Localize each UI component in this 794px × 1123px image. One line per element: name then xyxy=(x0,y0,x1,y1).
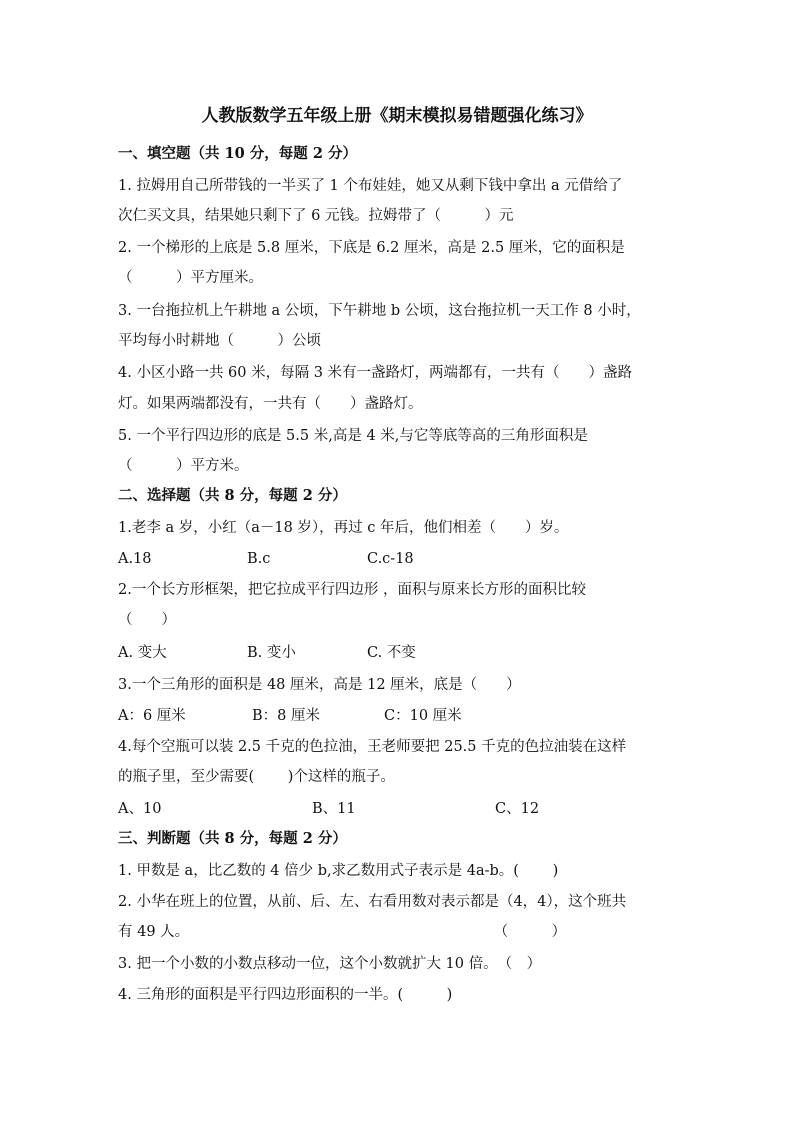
question-line: 的瓶子里，至少需要( )个这样的瓶子。 xyxy=(118,769,395,785)
question-line: 2.一个长方形框架，把它拉成平行四边形 ，面积与原来长方形的面积比较 xyxy=(118,582,586,598)
question-line: （ ）平方厘米。 xyxy=(118,270,263,286)
question-line: 4. 小区小路一共 60 米，每隔 3 米有一盏路灯，两端都有，一共有（ ）盏路 xyxy=(118,365,633,381)
option-a: A.18 xyxy=(118,551,152,567)
option-a: A：6 厘米 xyxy=(118,708,186,724)
question-line: 5. 一个平行四边形的底是 5.5 米,高是 4 米,与它等底等高的三角形面积是 xyxy=(118,428,588,444)
question-line: 3. 把一个小数的小数点移动一位，这个小数就扩大 10 倍。 （ ） xyxy=(118,956,542,972)
question-line: 1. 甲数是 a，比乙数的 4 倍少 b,求乙数用式子表示是 4a-b。( ) xyxy=(118,863,559,879)
question-line: 次仁买文具，结果她只剩下了 6 元钱。拉姆带了（ ）元 xyxy=(118,208,514,224)
question-line: 1. 拉姆用自己所带钱的一半买了 1 个布娃娃，她又从剩下钱中拿出 a 元借给了 xyxy=(118,178,623,194)
question-line: 4.每个空瓶可以装 2.5 千克的色拉油，王老师要把 25.5 千克的色拉油装在这样 xyxy=(118,739,627,755)
question-line: 有 49 人。 （ ） xyxy=(118,924,567,940)
option-b: B：8 厘米 xyxy=(252,708,320,724)
option-c: C：10 厘米 xyxy=(384,708,462,724)
option-b: B、11 xyxy=(312,801,356,817)
option-c: C. 不变 xyxy=(367,645,416,661)
question-line: 3. 一台拖拉机上午耕地 a 公顷，下午耕地 b 公顷，这台拖拉机一天工作 8 小时， xyxy=(118,303,641,319)
option-b: B. 变小 xyxy=(247,645,296,661)
option-c: C、12 xyxy=(495,801,540,817)
question-line: 4. 三角形的面积是平行四边形面积的一半。( ) xyxy=(118,987,453,1003)
question-line: （ ）平方米。 xyxy=(118,458,249,474)
question-line: 2. 一个梯形的上底是 5.8 厘米，下底是 6.2 厘米，高是 2.5 厘米，它的面积是 xyxy=(118,240,625,256)
page-title: 人教版数学五年级上册《期末模拟易错题强化练习》 xyxy=(201,106,593,126)
option-a: A、10 xyxy=(118,801,162,817)
question-line: 3.一个三角形的面积是 48 厘米，高是 12 厘米，底是（ ） xyxy=(118,677,521,693)
question-line: 1.老李 a 岁，小红（a－18 岁），再过 c 年后，他们相差（ ）岁。 xyxy=(118,520,569,536)
question-line: 平均每小时耕地（ ）公顷 xyxy=(118,333,321,349)
option-c: C.c-18 xyxy=(367,551,414,567)
question-line: （ ） xyxy=(118,612,176,628)
section-heading-fill-blank: 一、填空题（共 10 分，每题 2 分） xyxy=(118,145,357,162)
option-b: B.c xyxy=(247,551,271,567)
section-heading-true-false: 三、判断题（共 8 分，每题 2 分） xyxy=(118,830,347,847)
question-line: 灯。如果两端都没有，一共有（ ）盏路灯。 xyxy=(118,396,423,412)
question-line: 2. 小华在班上的位置，从前、后、左、右看用数对表示都是（4，4），这个班共 xyxy=(118,894,627,910)
section-heading-multiple-choice: 二、选择题（共 8 分，每题 2 分） xyxy=(118,487,347,504)
option-a: A. 变大 xyxy=(118,645,167,661)
